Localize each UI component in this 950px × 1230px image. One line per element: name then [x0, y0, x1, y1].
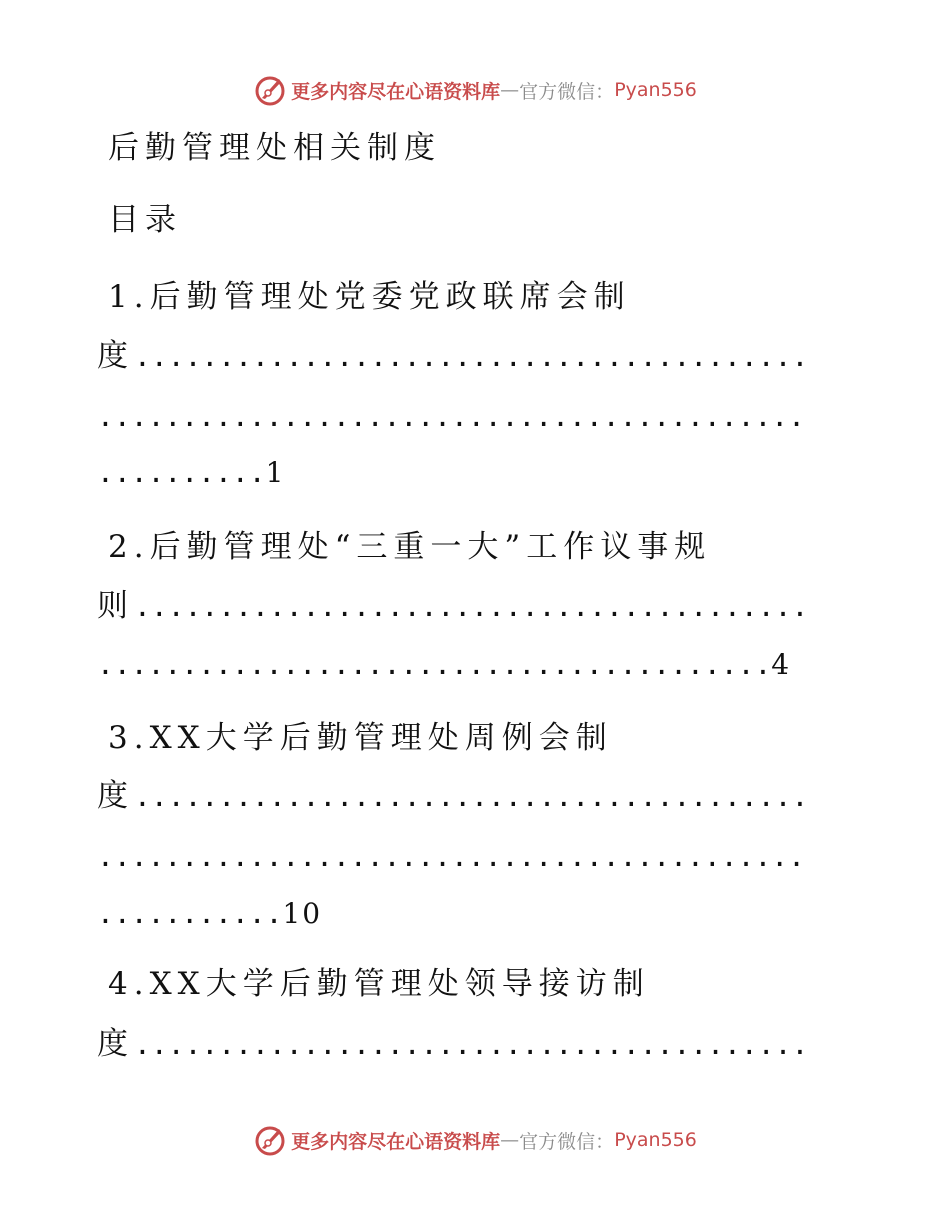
dot-leader: ........................................ [97, 648, 772, 681]
dot-leader: ........................................ [134, 1028, 809, 1061]
toc-heading: 目录 [108, 202, 182, 238]
watermark-wechat-label: 官方微信： [519, 80, 615, 103]
toc-entry-2-page-line [97, 644, 857, 685]
watermark-text: 更多内容尽在心语资料库 [291, 1130, 501, 1153]
dot-leader: .......................................... [97, 840, 806, 873]
watermark-wechat-id: Pyan556 [614, 79, 697, 101]
toc-entry-4-title: 4.XX大学后勤管理处领导接访制 [108, 966, 650, 1002]
dot-leader: .......................................... [97, 400, 806, 433]
toc-entry-1-leader [97, 336, 857, 377]
watermark-banner-top [0, 70, 950, 110]
watermark-separator: — [500, 79, 520, 101]
dot-leader: .......... [97, 456, 266, 489]
toc-entry-3-leader-cont [97, 836, 857, 877]
document-title: 后勤管理处相关制度 [108, 130, 441, 166]
toc-entry-2-title: 2.后勤管理处“三重一大”工作议事规 [108, 529, 712, 565]
watermark-wechat-label: 官方微信： [519, 1130, 615, 1153]
toc-entry-2-leader [97, 586, 857, 627]
toc-entry-1-title: 1.后勤管理处党委党政联席会制 [108, 279, 631, 315]
dot-leader: ........................................ [134, 340, 809, 373]
toc-entry-1-prefix: 度 [97, 338, 134, 374]
watermark-wechat-id: Pyan556 [614, 1129, 697, 1151]
toc-entry-1-page-line [97, 452, 857, 493]
watermark-banner-bottom [0, 1120, 950, 1160]
watermark-separator: — [500, 1129, 520, 1151]
toc-entry-2-page: 4 [771, 648, 792, 681]
quill-logo-icon [253, 1123, 287, 1157]
dot-leader: ........... [97, 897, 283, 930]
toc-entry-1-page: 1 [265, 456, 286, 489]
toc-entry-4-leader [97, 1024, 857, 1065]
toc-entry-3-page-line [97, 893, 857, 934]
toc-entry-4-prefix: 度 [97, 1026, 134, 1062]
toc-entry-3-prefix: 度 [97, 778, 134, 814]
toc-entry-1-leader-cont [97, 396, 857, 437]
toc-entry-2-prefix: 则 [97, 588, 134, 624]
quill-logo-icon [253, 73, 287, 107]
toc-entry-3-leader [97, 776, 857, 817]
dot-leader: ........................................ [134, 590, 809, 623]
toc-entry-3-title: 3.XX大学后勤管理处周例会制 [108, 720, 613, 756]
dot-leader: ........................................ [134, 780, 809, 813]
toc-entry-3-page: 10 [282, 897, 323, 930]
watermark-text: 更多内容尽在心语资料库 [291, 80, 501, 103]
